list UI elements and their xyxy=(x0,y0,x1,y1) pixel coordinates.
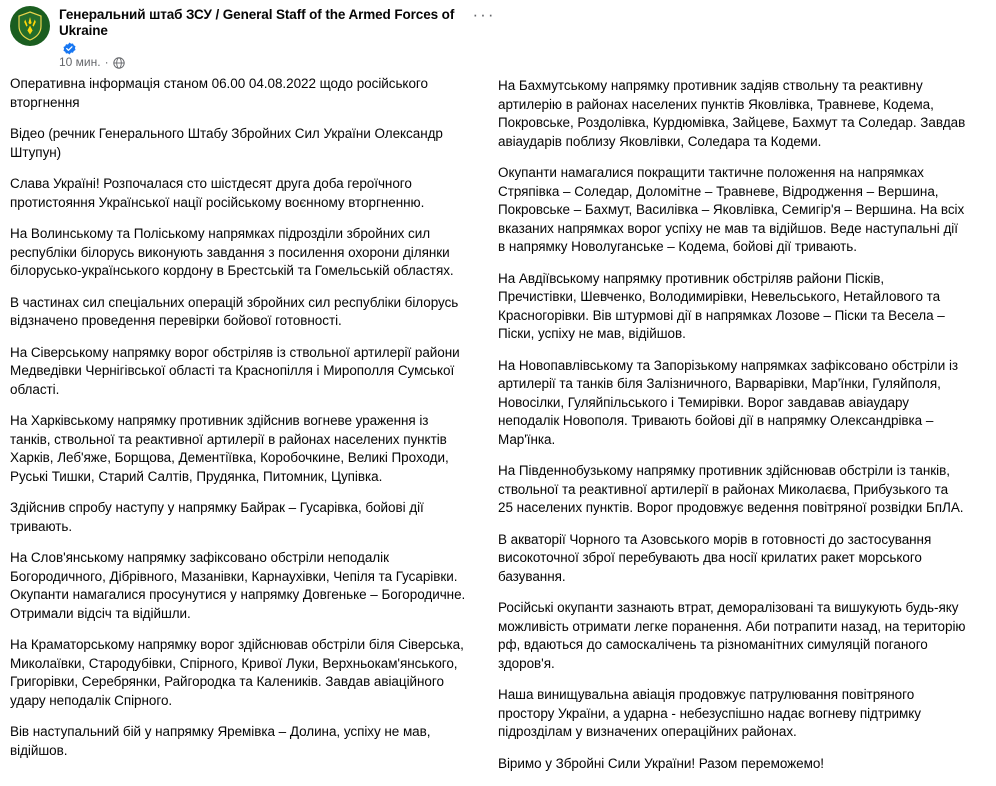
meta-separator: · xyxy=(104,55,109,69)
post-paragraph: Окупанти намагалися покращити тактичне положення на напрямках Стряпівка – Соледар, Доломітне – Травневе, Відродження – Вершина, Покровське – Бахмут, Василівка – Яковлівка, Семигір'я – Вершина. На всіх вказаних напрямках ворог успіху не мав та відійшов. Веде наступальні дії в напрямку Новолуганське – Кодема, бойові дії тривають. xyxy=(498,165,965,254)
post-paragraph: На Харківському напрямку противник здійснив вогневе ураження із танків, ствольної та реактивної артилерії в районах населених пунктів Харків, Леб'яже, Борщова, Дементіївка, Коробочкине, Великі Проходи, Руські Тишки, Старий Салтів, Прудянка, Питомник, Цупівка. xyxy=(10,413,449,484)
post-meta xyxy=(59,55,480,69)
post-paragraph: На Слов'янському напрямку зафіксовано обстріли неподалік Богородичного, Дібрівного, Мазанівки, Карнаухівки, Чепіля та Гусарівки. Окупанти намагалися просунутися у напрямку Довгеньке – Богородичне. Отримали відсіч та відійшли. xyxy=(10,550,466,621)
post-paragraph: Вів наступальний бій у напрямку Яремівка – Долина, успіху не мав, відійшов. xyxy=(10,724,431,758)
post-text-left xyxy=(10,75,466,760)
post-paragraph: Наша винищувальна авіація продовжує патрулювання повітряного простору України, а ударна - небезуспішно надає вогневу підтримку підрозділам у визначених операційних районах. xyxy=(498,687,921,739)
post-body-columns xyxy=(10,75,986,786)
post-timestamp[interactable]: 10 мин. xyxy=(59,55,101,69)
post-header-text xyxy=(59,6,480,69)
post-paragraph: Здійснив спробу наступу у напрямку Байрак – Гусарівка, бойові дії тривають. xyxy=(10,500,424,534)
post-paragraph: В акваторії Чорного та Азовського морів в готовності до застосування високоточної зброї перебувають два носії крилатих ракет морського базування. xyxy=(498,531,932,584)
post-body-right-column xyxy=(488,77,966,786)
post-paragraph: На Бахмутському напрямку противник задіяв ствольну та реактивну артилерію в районах населених пунктів Яковлівка, Травневе, Кодема, Покровське, Роздолівка, Курдюмівка, Зайцеве, Бахмут та Соледар. Завдав авіаударів поблизу Яковлівки, Соледара та Кодеми. xyxy=(498,78,966,149)
post-paragraph: На Сіверському напрямку ворог обстріляв із ствольної артилерії райони Медведівки Чернігівської області та Краснопілля і Мирополля Сумської області. xyxy=(10,344,460,397)
verified-badge-icon xyxy=(63,42,76,55)
post-paragraph: Віримо у Збройні Сили України! Разом переможемо! xyxy=(498,755,824,771)
post-paragraph: Оперативна інформація станом 06.00 04.08.2022 щодо російського вторгнення xyxy=(10,76,428,110)
post-text-right xyxy=(498,77,966,773)
avatar[interactable] xyxy=(10,6,50,46)
post-paragraph: На Волинському та Поліському напрямках підрозділи збройних сил республіки білорусь виконують завдання з посилення охорони ділянки білорусько-українського кордону в Брестській та Гомельській областях. xyxy=(10,226,454,278)
post-paragraph: На Новопавлівському та Запорізькому напрямках зафіксовано обстріли із артилерії та танків біля Залізничного, Варварівки, Мар'їнки, Гуляйполя, Новосілки, Гуляйпільського і Темирівки. Ворог завдавав авіаудару неподалік Новополя. Тривають бойові дії в напрямку Олександрівка – Мар'їнка. xyxy=(498,357,959,447)
globe-icon[interactable] xyxy=(113,57,125,69)
post-paragraph: В частинах сил спеціальних операцій збройних сил республіки білорусь відзначено проведення перевірки бойової готовності. xyxy=(10,294,459,328)
post-paragraph: На Краматорському напрямку ворог здійснював обстріли біля Сіверська, Миколаївки, Стародубівки, Спірного, Кривої Луки, Верхньокам'янського, Григорівки, Серебрянки, Райгородка та Калеників. Завдав авіаційного удару неподалік Спірного. xyxy=(10,637,464,708)
post-body-left-column xyxy=(10,75,488,773)
general-staff-emblem-icon xyxy=(17,11,43,41)
post-paragraph: Російські окупанти зазнають втрат, деморалізовані та вишукують будь-яку можливість отримати легке поранення. Аби потрапити назад, на територію рф, вдаються до самоскалічень та різноманітних симуляцій поганого здоров'я. xyxy=(498,600,966,671)
post-paragraph: На Південнобузькому напрямку противник здійснював обстріли із танків, ствольної та реактивної артилерії в районах Миколаєва, Прибузького та 25 населених пунктів. Ворог продовжує ведення повітряної розвідки БпЛА. xyxy=(498,463,964,515)
post-paragraph: Відео (речник Генерального Штабу Збройних Сил України Олександр Штупун) xyxy=(10,126,443,160)
post-paragraph: Слава Україні! Розпочалася сто шістдесят друга доба героїчного протистояння Української нації російському воєнному вторгненню. xyxy=(10,176,425,210)
page-name[interactable]: Генеральний штаб ЗСУ / General Staff of the Armed Forces of Ukraine xyxy=(59,7,455,38)
post-header xyxy=(10,6,480,69)
post-more-options-button[interactable]: ··· xyxy=(472,5,496,24)
post-paragraph: На Авдіївському напрямку противник обстріляв райони Пісків, Пречистівки, Шевченко, Володимирівки, Невельського, Нетайлового та Красногорівки. Вів штурмові дії в напрямках Лозове – Піски та Весела – Піски, успіху не мав, відійшов. xyxy=(498,270,945,341)
